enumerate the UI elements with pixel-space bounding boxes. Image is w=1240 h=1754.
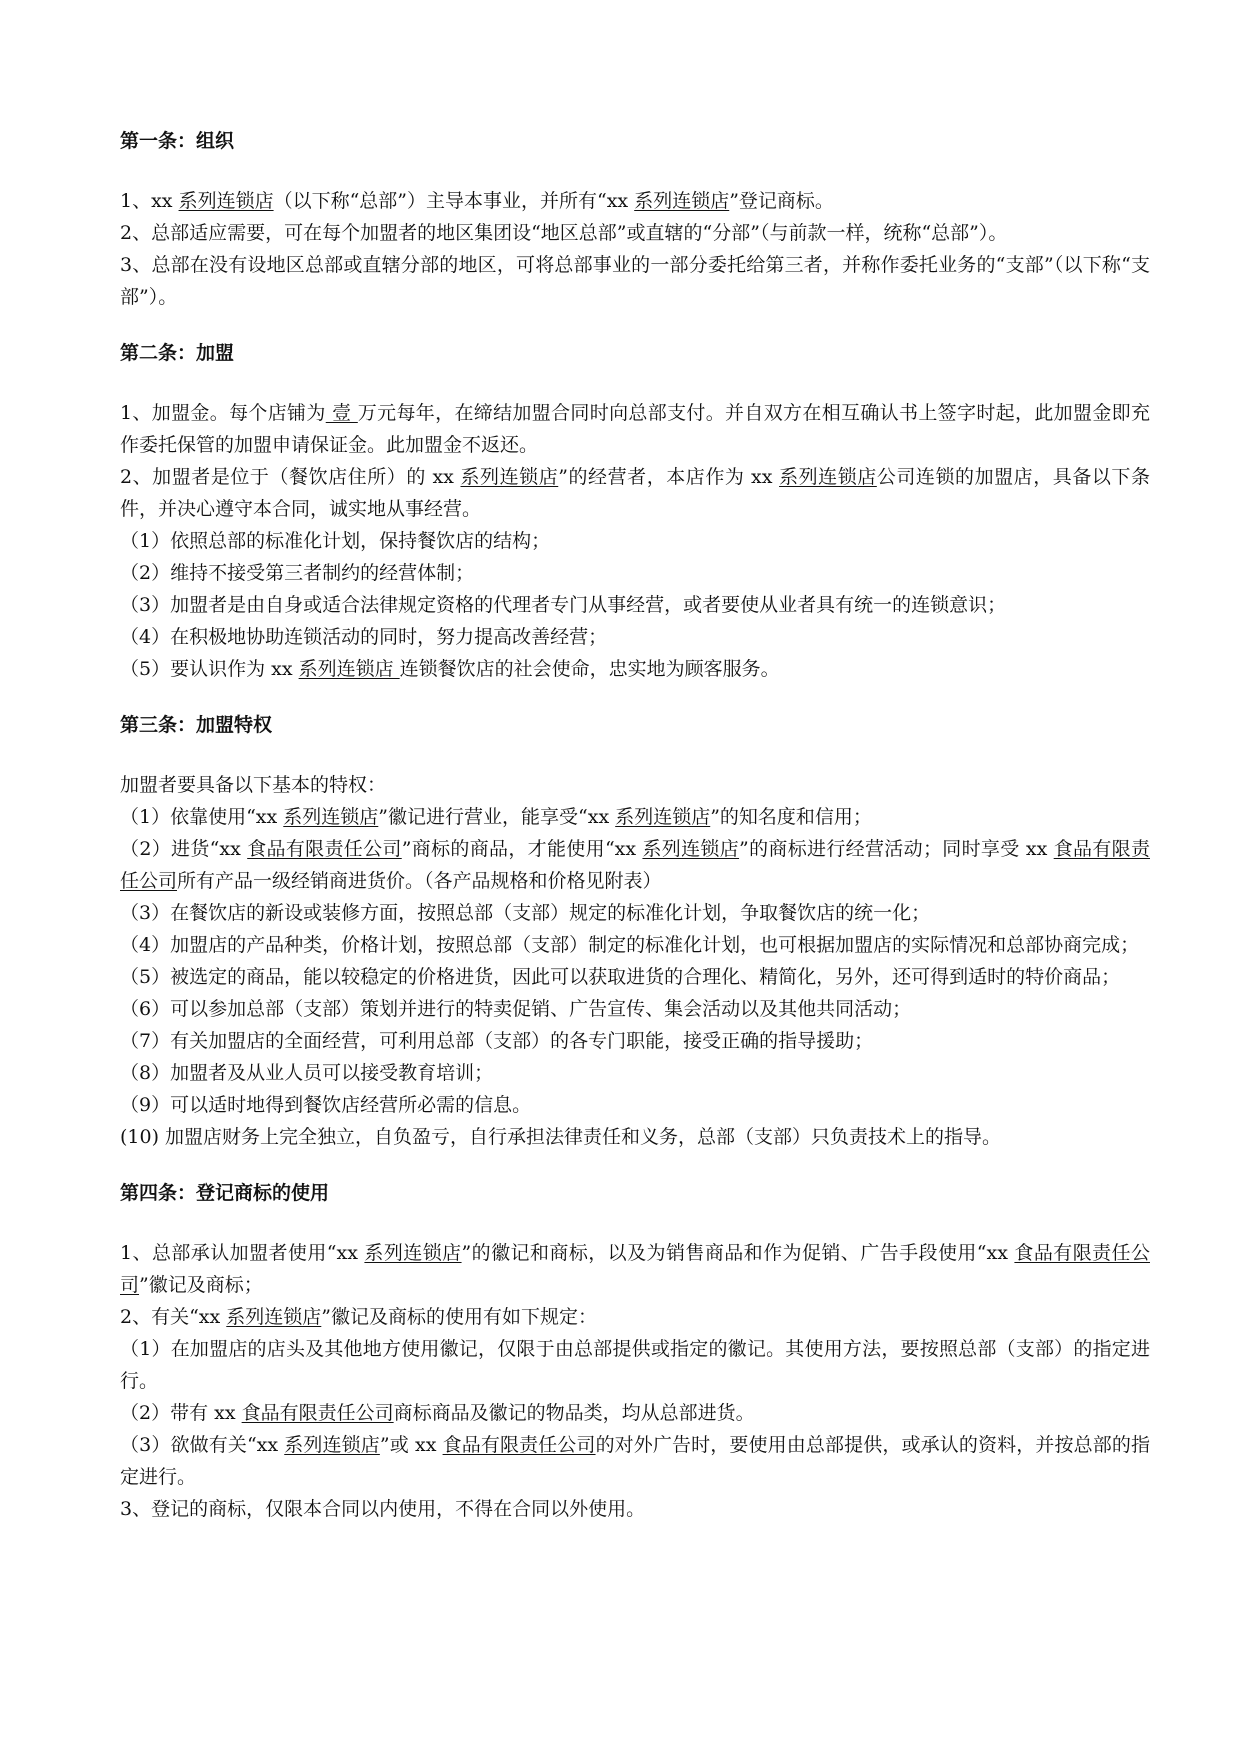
clause-paragraph — [120, 589, 1150, 621]
text-run: （以下称“总部”）主导本事业，并所有“xx — [273, 190, 635, 212]
text-run: （3）在餐饮店的新设或装修方面，按照总部（支部）规定的标准化计划，争取餐饮店的统一化； — [120, 902, 931, 924]
clause-paragraph — [120, 1121, 1150, 1153]
text-run: ”徽记及商标的使用有如下规定： — [321, 1306, 598, 1328]
text-run: 1、xx — [120, 190, 179, 212]
article-section — [120, 709, 1150, 1153]
underlined-text: 食品有限责任公司 — [120, 838, 1150, 892]
article-heading: 第二条：加盟 — [120, 342, 235, 364]
underlined-text: 系列连锁店 — [779, 466, 877, 488]
clause-paragraph — [120, 397, 1150, 461]
text-run: （4）在积极地协助连锁活动的同时，努力提高改善经营； — [120, 626, 608, 648]
clause-paragraph — [120, 653, 1150, 685]
text-run: （6）可以参加总部（支部）策划并进行的特卖促销、广告宣传、集会活动以及其他共同活动； — [120, 998, 912, 1020]
underlined-text: 系列连锁店 — [615, 806, 711, 828]
underlined-text: 系列连锁店 — [634, 190, 730, 212]
clause-paragraph — [120, 1089, 1150, 1121]
clause-paragraph — [120, 461, 1150, 525]
article-heading: 第一条：组织 — [120, 130, 235, 152]
underlined-text: 系列连锁店 — [298, 658, 400, 680]
text-run: 的对外广告时，要使用由总部提供，或承认的资料，并按总部的指定进行。 — [120, 1434, 1150, 1488]
text-run: (10) 加盟店财务上完全独立，自负盈亏，自行承担法律责任和义务，总部（支部）只负责技术上的指导。 — [120, 1126, 1002, 1148]
underlined-text: 系列连锁店 — [226, 1306, 322, 1328]
underlined-text: 系列连锁店 — [460, 466, 559, 488]
text-run: （9）可以适时地得到餐饮店经营所必需的信息。 — [120, 1094, 532, 1116]
clause-paragraph — [120, 801, 1150, 833]
clause-paragraph — [120, 1397, 1150, 1429]
clause-paragraph — [120, 217, 1150, 249]
article-section — [120, 125, 1150, 313]
clause-paragraph — [120, 929, 1150, 961]
text-run: ”徽记及商标； — [139, 1274, 263, 1296]
clause-paragraph — [120, 557, 1150, 589]
text-run: ”商标的商品，才能使用“xx — [401, 838, 643, 860]
clause-paragraph — [120, 1493, 1150, 1525]
underlined-text: 食品有限责任公司 — [120, 1242, 1150, 1296]
text-run: （5）被选定的商品，能以较稳定的价格进货，因此可以获取进货的合理化、精简化，另外，还可得到适时的特价商品； — [120, 966, 1121, 988]
text-run: 商标商品及徽记的物品类，均从总部进货。 — [393, 1402, 755, 1424]
text-run: ”的徽记和商标，以及为销售商品和作为促销、广告手段使用“xx — [461, 1242, 1015, 1264]
clause-paragraph — [120, 525, 1150, 557]
text-run: （5）要认识作为 xx — [120, 658, 299, 680]
text-run: 1、总部承认加盟者使用“xx — [120, 1242, 365, 1264]
clause-paragraph — [120, 993, 1150, 1025]
underlined-text: 系列连锁店 — [364, 1242, 462, 1264]
clause-paragraph — [120, 1237, 1150, 1301]
article-heading: 第四条：登记商标的使用 — [120, 1182, 330, 1204]
clause-paragraph — [120, 961, 1150, 993]
text-run: ”登记商标。 — [729, 190, 834, 212]
text-run: （4）加盟店的产品种类，价格计划，按照总部（支部）制定的标准化计划，也可根据加盟店的实际情况和总部协商完成； — [120, 934, 1140, 956]
clause-paragraph — [120, 833, 1150, 897]
text-run: ”或 xx — [379, 1434, 443, 1456]
article-section — [120, 1177, 1150, 1525]
text-run: ”的商标进行经营活动；同时享受 xx — [739, 838, 1054, 860]
text-run: （1）在加盟店的店头及其他地方使用徽记，仅限于由总部提供或指定的徽记。其使用方法，要按照总部（支部）的指定进行。 — [120, 1338, 1150, 1392]
text-run: （3）加盟者是由自身或适合法律规定资格的代理者专门从事经营，或者要使从业者具有统一的连锁意识； — [120, 594, 1007, 616]
clause-paragraph — [120, 185, 1150, 217]
underlined-text: 系列连锁店 — [178, 190, 274, 212]
underlined-text: 壹 — [325, 402, 358, 424]
clause-paragraph — [120, 897, 1150, 929]
underlined-text: 食品有限责任公司 — [241, 1402, 394, 1424]
text-run: 加盟者要具备以下基本的特权： — [120, 774, 387, 796]
clause-paragraph — [120, 1301, 1150, 1333]
clause-paragraph — [120, 769, 1150, 801]
text-run: 所有产品一级经销商进货价。（各产品规格和价格见附表） — [177, 870, 662, 892]
clause-paragraph — [120, 1333, 1150, 1397]
text-run: 3、总部在没有设地区总部或直辖分部的地区，可将总部事业的一部分委托给第三者，并称作委托业务的“支部”（以下称“支部”）。 — [120, 254, 1150, 308]
article-section — [120, 337, 1150, 685]
text-run: 连锁餐饮店的社会使命，忠实地为顾客服务。 — [399, 658, 780, 680]
text-run: ”的经营者，本店作为 xx — [558, 466, 780, 488]
text-run: ”的知名度和信用； — [710, 806, 872, 828]
clause-paragraph — [120, 1025, 1150, 1057]
text-run: （2）带有 xx — [120, 1402, 242, 1424]
document-body — [120, 125, 1150, 1525]
text-run: （1）依靠使用“xx — [120, 806, 284, 828]
text-run: （2）维持不接受第三者制约的经营体制； — [120, 562, 475, 584]
text-run: 2、加盟者是位于（餐饮店住所）的 xx — [120, 466, 461, 488]
text-run: 2、有关“xx — [120, 1306, 227, 1328]
text-run: 2、总部适应需要，可在每个加盟者的地区集团设“地区总部”或直辖的“分部”（与前款一样，统称“总部”）。 — [120, 222, 1008, 244]
underlined-text: 食品有限责任公司 — [247, 838, 402, 860]
clause-paragraph — [120, 621, 1150, 653]
clause-paragraph — [120, 1057, 1150, 1089]
text-run: 公司连锁的加盟店，具备以下条件，并决心遵守本合同，诚实地从事经营。 — [120, 466, 1150, 520]
text-run: （8）加盟者及从业人员可以接受教育培训； — [120, 1062, 494, 1084]
text-run: 万元每年，在缔结加盟合同时向总部支付。并自双方在相互确认书上签字时起，此加盟金即充作委托保管的加盟申请保证金。此加盟金不返还。 — [120, 402, 1150, 456]
text-run: （2）进货“xx — [120, 838, 248, 860]
clause-paragraph — [120, 1429, 1150, 1493]
text-run: （7）有关加盟店的全面经营，可利用总部（支部）的各专门职能，接受正确的指导援助； — [120, 1030, 874, 1052]
text-run: 3、登记的商标，仅限本合同以内使用，不得在合同以外使用。 — [120, 1498, 646, 1520]
text-run: ”徽记进行营业，能享受“xx — [378, 806, 616, 828]
underlined-text: 系列连锁店 — [283, 806, 379, 828]
underlined-text: 食品有限责任公司 — [442, 1434, 596, 1456]
article-heading: 第三条：加盟特权 — [120, 714, 273, 736]
underlined-text: 系列连锁店 — [642, 838, 740, 860]
text-run: （1）依照总部的标准化计划，保持餐饮店的结构； — [120, 530, 551, 552]
text-run: 1、加盟金。每个店铺为 — [120, 402, 326, 424]
underlined-text: 系列连锁店 — [284, 1434, 380, 1456]
clause-paragraph — [120, 249, 1150, 313]
text-run: （3）欲做有关“xx — [120, 1434, 285, 1456]
